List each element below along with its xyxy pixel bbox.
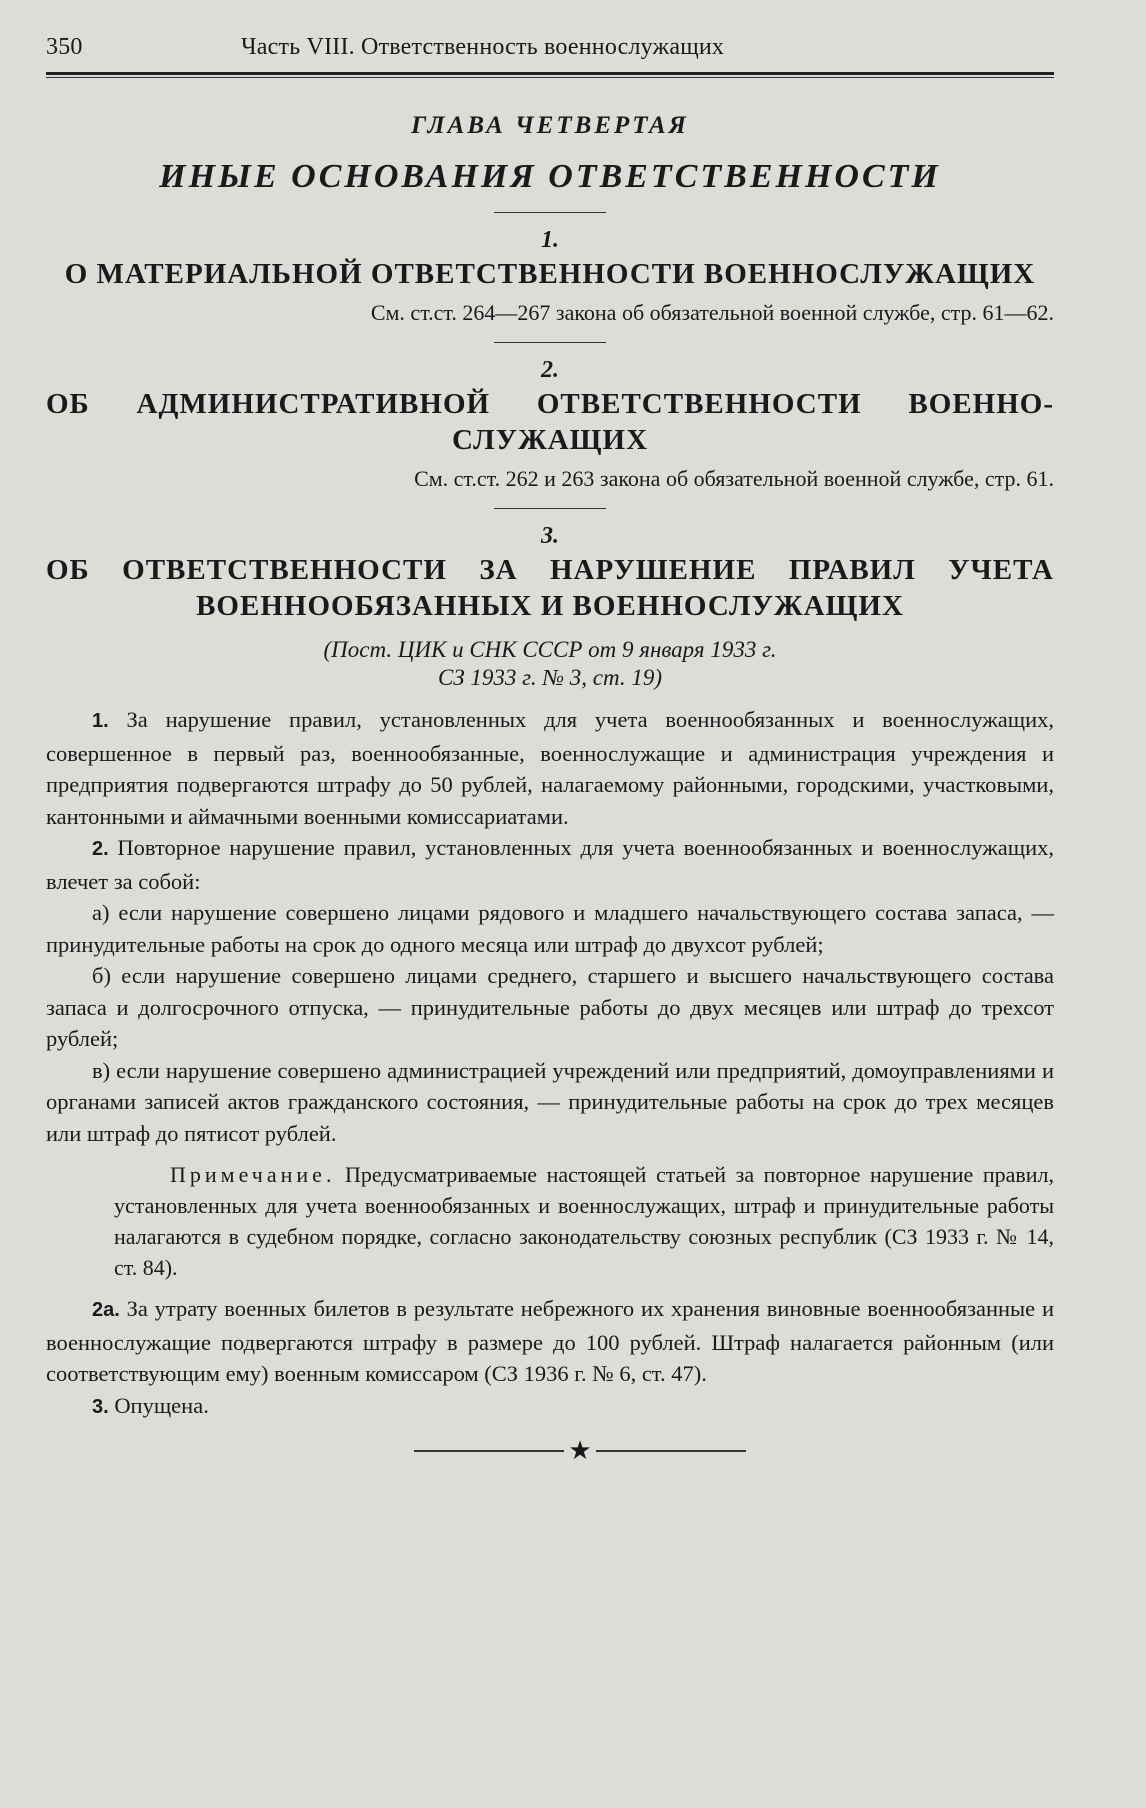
- article-1: [46, 704, 1054, 832]
- article-text: Опущена.: [114, 1392, 209, 1418]
- article-2-item-c: в) если нарушение совершено администрацией учреждений или предприятий, домоуправлениями и органами записей актов гражданского состояния, — принудительные работы на срок до трех месяцев или штраф до пятисот рублей.: [46, 1057, 1054, 1146]
- article-text: Повторное нарушение правил, установленных для учета военнообязанных и военнослужащих, влечет за собой:: [46, 835, 1055, 894]
- section-title: ОБ АДМИНИСТРАТИВНОЙ ОТВЕТСТВЕННОСТИ ВОЕННО-СЛУЖАЩИХ: [46, 388, 1054, 456]
- header-rule-thin: [46, 77, 1054, 78]
- running-header: [46, 34, 1054, 70]
- divider: [494, 508, 606, 509]
- section-number: 2.: [541, 357, 559, 383]
- article-2: [46, 832, 1054, 897]
- article-number: 2а.: [92, 1299, 120, 1321]
- section-title: О МАТЕРИАЛЬНОЙ ОТВЕТСТВЕННОСТИ ВОЕННОСЛУЖАЩИХ: [64, 258, 1036, 290]
- divider: [494, 342, 606, 343]
- article-2-item-b: б) если нарушение совершено лицами среднего, старшего и высшего начальствующего состава запаса и долгосрочного отпуска, — принудительные работы до двух месяцев или штраф до трехсот рублей;: [46, 963, 1054, 1051]
- article-2a: [46, 1293, 1054, 1390]
- section-number: 3.: [541, 523, 559, 549]
- page-number: 350: [46, 34, 83, 60]
- source-line: СЗ 1933 г. № 3, ст. 19): [437, 665, 663, 690]
- note-text: Предусматриваемые настоящей статьей за повторное нарушение правил, установленных для учета военнообязанных и военнослужащих, штраф и принудительные работы налагаются в судебном порядке, согласно законодательству союзных республик (СЗ 1933 г. № 14, ст. 84).: [114, 1162, 1055, 1280]
- header-rule: [46, 72, 1054, 75]
- section-reference: См. ст.ст. 264—267 закона об обязательной военной службе, стр. 61—62.: [370, 300, 1054, 325]
- article-text: За утрату военных билетов в результате небрежного их хранения виновные военнообязанные и военнослужащие подвергаются штрафу в размере до 100 рублей. Штраф налагается районным (или соответствующим ему) военным комиссаром (СЗ 1936 г. № 6, ст. 47).: [46, 1296, 1054, 1386]
- source-line: (Пост. ЦИК и СНК СССР от 9 января 1933 г.: [323, 637, 777, 662]
- article-2-item-a: а) если нарушение совершено лицами рядового и младшего начальствующего состава запаса, — принудительные работы на срок до одного месяца или штраф до двухсот рублей;: [46, 900, 1054, 957]
- ornament-line-right: [596, 1450, 746, 1452]
- divider: [494, 212, 606, 213]
- star-icon: ★: [568, 1436, 592, 1465]
- article-number: 1.: [92, 710, 109, 732]
- section-number: 1.: [541, 227, 559, 253]
- chapter-title: ИНЫЕ ОСНОВАНИЯ ОТВЕТСТВЕННОСТИ: [159, 158, 941, 195]
- running-title: Часть VIII. Ответственность военнослужащих: [241, 34, 725, 60]
- section-title: ОБ ОТВЕТСТВЕННОСТИ ЗА НАРУШЕНИЕ ПРАВИЛ УЧЕТА ВОЕННООБЯЗАННЫХ И ВОЕННОСЛУЖАЩИХ: [46, 554, 1054, 622]
- source-citation: [46, 636, 1054, 692]
- note: [114, 1159, 1054, 1283]
- end-ornament: [106, 1436, 1054, 1465]
- chapter-label: ГЛАВА ЧЕТВЕРТАЯ: [411, 112, 689, 139]
- section-reference: См. ст.ст. 262 и 263 закона об обязательной военной службе, стр. 61.: [414, 466, 1054, 491]
- note-label: Примечание.: [170, 1162, 336, 1187]
- article-text: За нарушение правил, установленных для учета военнообязанных и военнослужащих, совершенное в первый раз, военнообязанные, военнослужащие и администрация учреждения и предприятия подвергаются штрафу до 50 рублей, налагаемому районными, городскими, участковыми, кантонными и аймачными военными комиссариатами.: [46, 707, 1055, 829]
- article-number: 3.: [92, 1395, 109, 1418]
- ornament-line-left: [414, 1450, 564, 1452]
- article-number: 2.: [92, 838, 109, 860]
- article-3: [46, 1390, 1054, 1424]
